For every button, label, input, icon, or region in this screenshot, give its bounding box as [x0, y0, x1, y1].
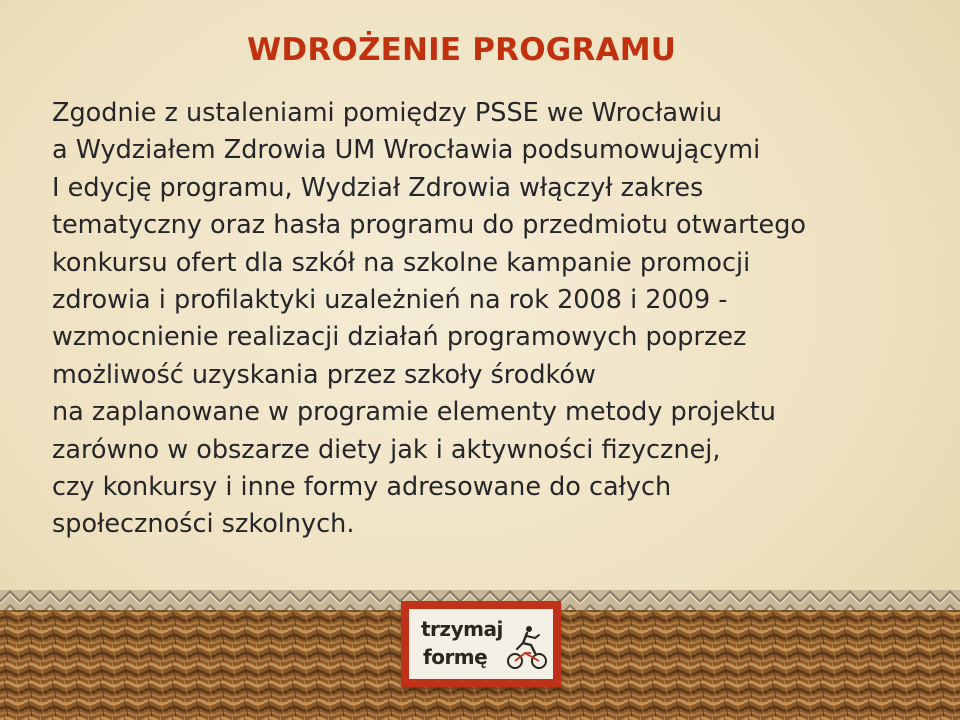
body-line: czy konkursy i inne formy adresowane do całych — [52, 471, 672, 502]
body-line: zarówno w obszarze diety jak i aktywności fizycznej, — [52, 434, 721, 465]
program-logo — [401, 601, 561, 687]
body-line: konkursu ofert dla szkół na szkolne kampanie promocji — [52, 247, 751, 278]
body-line: możliwość uzyskania przez szkoły środków — [52, 359, 596, 390]
logo-word-2: formę — [423, 645, 488, 669]
logo-word-1: trzymaj — [421, 617, 503, 641]
slide-body — [52, 95, 932, 544]
runner-cyclist-icon — [505, 623, 549, 671]
body-line: społeczności szkolnych. — [52, 509, 355, 540]
body-line: na zaplanowane w programie elementy metody projektu — [52, 397, 776, 428]
slide-title: WDROŻENIE PROGRAMU — [247, 32, 677, 68]
body-line: a Wydziałem Zdrowia UM Wrocławia podsumowującymi — [52, 135, 761, 166]
body-line: wzmocnienie realizacji działań programowych poprzez — [52, 322, 747, 353]
body-line: Zgodnie z ustaleniami pomiędzy PSSE we Wrocławiu — [52, 98, 723, 128]
body-line: tematyczny oraz hasła programu do przedmiotu otwartego — [52, 210, 807, 241]
body-line: zdrowia i profilaktyki uzależnień na rok 2008 i 2009 - — [52, 284, 728, 315]
body-line: I edycję programu, Wydział Zdrowia włączył zakres — [52, 172, 704, 203]
logo-panel — [409, 609, 553, 679]
